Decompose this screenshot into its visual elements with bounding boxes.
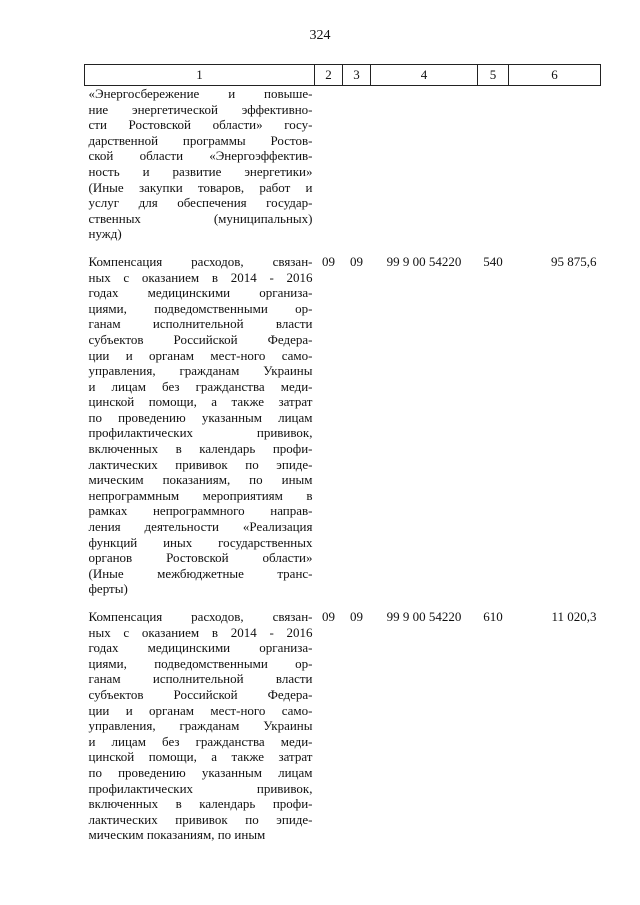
description-line: включенных в календарь профи- (88, 441, 313, 457)
description-line: Компенсация расходов, связан- (88, 253, 313, 269)
row-pr: 09 (350, 609, 363, 624)
description-line: и лицам без гражданства меди- (88, 733, 313, 749)
description-line: (Иные межбюджетные транс- (88, 565, 313, 581)
row-rz: 09 (322, 253, 335, 269)
description-line: включенных в календарь профи- (88, 796, 313, 812)
description-line: органов Ростовской области» (88, 550, 313, 566)
row-rz (315, 86, 343, 254)
description-line: ние энергетической эффективно- (88, 101, 313, 117)
row-csr: 99 9 00 54220 (386, 609, 462, 624)
row-pr (343, 86, 371, 254)
description-line: непрограммным мероприятиям в (88, 487, 313, 503)
description-line: ции и органам мест-ного само- (88, 702, 313, 718)
row-amount: 95 875,6 (551, 253, 597, 269)
description-line: функций иных государственных (88, 534, 313, 550)
description-line: субъектов Российской Федера- (88, 331, 313, 347)
description-line: рамках непрограммного направ- (88, 503, 313, 519)
description-line: цинской помощи, а также затрат (88, 394, 313, 410)
budget-table (84, 64, 601, 843)
description-line: управления, гражданам Украины (88, 718, 313, 734)
description-line: циями, подведомственными ор- (88, 655, 313, 671)
description-line: ления деятельности «Реализация (88, 519, 313, 535)
description-line: услуг для обеспечения государ- (88, 195, 313, 211)
description-line: годах медицинскими организа- (88, 640, 313, 656)
row-description (85, 609, 315, 843)
column-header: 3 (343, 65, 371, 86)
description-line: мическим показаниям, по иным (88, 472, 313, 488)
table-row (85, 254, 601, 609)
description-line: лактических прививок по эпиде- (88, 811, 313, 827)
description-line: ственных (муниципальных) (88, 210, 313, 226)
row-pr: 09 (350, 253, 363, 269)
description-line: (Иные закупки товаров, работ и (88, 179, 313, 195)
description-line: цинской помощи, а также затрат (88, 749, 313, 765)
description-line: ции и органам мест-ного само- (88, 347, 313, 363)
description-line: Компенсация расходов, связан- (88, 609, 313, 624)
row-amount: 11 020,3 (551, 609, 597, 624)
table-row (85, 609, 601, 843)
description-line: по проведению указанным лицам (88, 409, 313, 425)
description-line: мическим показаниям, по иным (88, 827, 266, 843)
description-line: ганам исполнительной власти (88, 671, 313, 687)
description-line: нужд) (88, 226, 122, 242)
row-vr (478, 86, 509, 254)
row-vr: 610 (483, 609, 503, 624)
description-line: профилактических прививок, (88, 425, 313, 441)
description-line: годах медицинскими организа- (88, 285, 313, 301)
row-csr: 99 9 00 54220 (386, 253, 462, 269)
column-header: 5 (478, 65, 509, 86)
description-line: ных с оказанием в 2014 - 2016 (88, 269, 313, 285)
column-header: 1 (85, 65, 315, 86)
description-line: и лицам без гражданства меди- (88, 378, 313, 394)
description-line: по проведению указанным лицам (88, 764, 313, 780)
description-line: сти Ростовской области» госу- (88, 117, 313, 133)
description-line: циями, подведомственными ор- (88, 300, 313, 316)
row-description (85, 86, 315, 254)
description-line: субъектов Российской Федера- (88, 686, 313, 702)
description-line: ных с оказанием в 2014 - 2016 (88, 624, 313, 640)
table-row (85, 86, 601, 254)
table-header-row (85, 65, 601, 86)
description-line: «Энергосбережение и повыше- (88, 86, 313, 101)
description-line: управления, гражданам Украины (88, 363, 313, 379)
row-amount (509, 86, 601, 254)
column-header: 4 (371, 65, 478, 86)
description-line: дарственной программы Ростов- (88, 132, 313, 148)
description-line: ность и развитие энергетики» (88, 163, 313, 179)
description-line: ганам исполнительной власти (88, 316, 313, 332)
row-csr (371, 86, 478, 254)
row-description (85, 254, 315, 609)
description-line: ской области «Энергоэффектив- (88, 148, 313, 164)
row-rz: 09 (322, 609, 335, 624)
description-line: ферты) (88, 581, 128, 597)
description-line: профилактических прививок, (88, 780, 313, 796)
column-header: 6 (509, 65, 601, 86)
column-header: 2 (315, 65, 343, 86)
row-vr: 540 (483, 253, 503, 269)
page-number: 324 (309, 28, 331, 43)
description-line: лактических прививок по эпиде- (88, 456, 313, 472)
table-body (85, 86, 601, 843)
